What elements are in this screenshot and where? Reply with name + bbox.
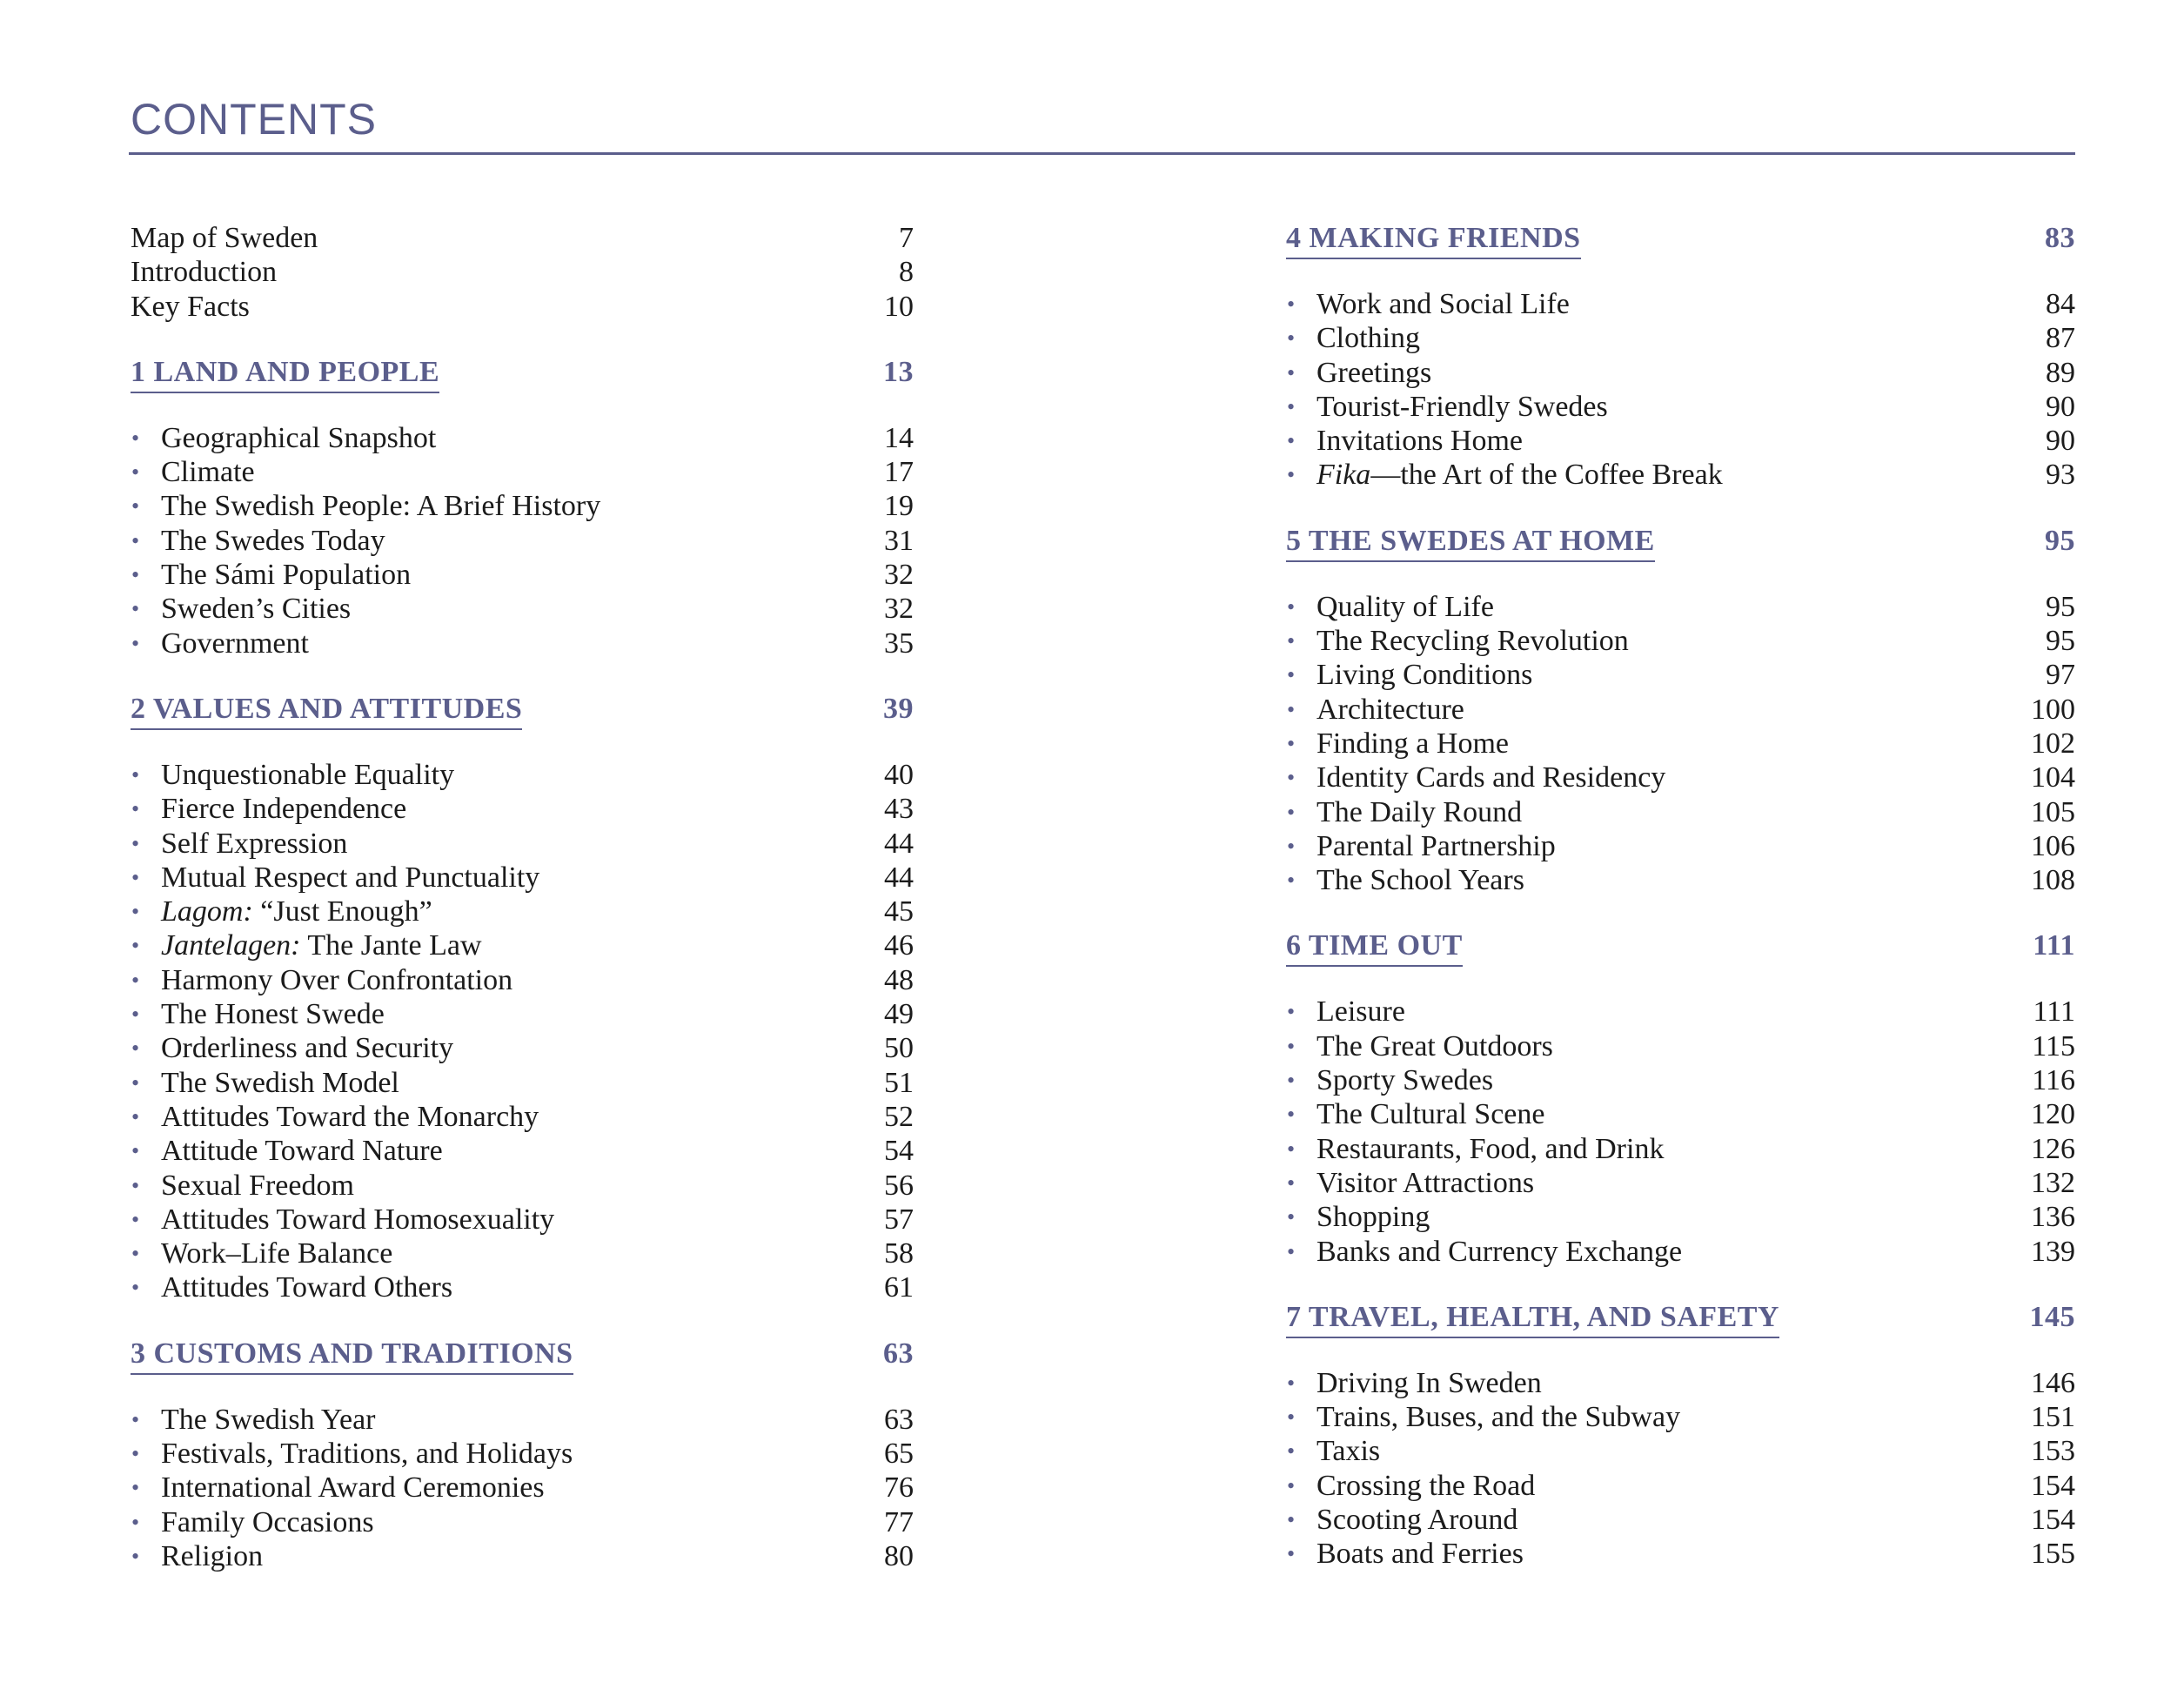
entry-title (1286, 727, 1509, 762)
entry-title-text: • Mutual Respect and Punctuality (161, 861, 540, 894)
toc-entry[interactable] (131, 1169, 914, 1203)
toc-entry[interactable] (131, 1437, 914, 1471)
entry-title-text: • Self Expression (161, 827, 348, 860)
section-title: 3 CUSTOMS AND TRADITIONS (131, 1337, 573, 1375)
toc-entry[interactable] (131, 758, 914, 792)
entry-title-text: • Living Conditions (1316, 659, 1533, 692)
entry-title (131, 1403, 375, 1438)
section-heading[interactable] (1286, 221, 2075, 258)
section-page-number: 111 (2033, 929, 2075, 962)
entry-title (1286, 287, 1570, 323)
entry-page-number: 40 (884, 758, 914, 791)
toc-entry[interactable] (131, 1471, 914, 1505)
section-heading[interactable] (1286, 524, 2075, 560)
entry-title (1286, 1366, 1542, 1402)
entry-title-text: • Restaurants, Food, and Drink (1316, 1132, 1665, 1165)
entry-title (131, 1437, 573, 1472)
entry-title-text: The Jante Law (300, 929, 482, 962)
entry-title (131, 895, 432, 930)
toc-entry[interactable] (131, 1403, 914, 1437)
entry-page-number: 10 (884, 290, 914, 323)
entry-page-number: 87 (2046, 322, 2075, 355)
entry-page-number: 93 (2046, 459, 2075, 492)
section-heading[interactable] (1286, 928, 2075, 965)
entry-page-number: 43 (884, 793, 914, 826)
toc-entry[interactable] (131, 455, 914, 489)
entry-page-number: 100 (2031, 693, 2075, 726)
entry-page-number: 95 (2046, 625, 2075, 658)
entry-title-text: • Greetings (1316, 356, 1432, 389)
entry-title-text: • Geographical Snapshot (161, 421, 437, 454)
entry-title-italic: • Lagom: (161, 895, 253, 928)
toc-entry[interactable] (131, 963, 914, 997)
entry-title-text: • Fierce Independence (161, 793, 407, 826)
toc-entry[interactable] (131, 1270, 914, 1304)
toc-entry[interactable] (1286, 356, 2075, 390)
entry-title-text: —the Art of the Coffee Break (1370, 459, 1723, 492)
toc-entry[interactable] (131, 1134, 914, 1168)
entry-title-text: • Boats and Ferries (1316, 1538, 1524, 1571)
entry-title (131, 627, 309, 662)
entry-title (1286, 1469, 1535, 1505)
entry-title-text: • Sexual Freedom (161, 1169, 354, 1202)
section-title: 7 TRAVEL, HEALTH, AND SAFETY (1286, 1300, 1779, 1338)
entry-title-text: • Quality of Life (1316, 590, 1494, 623)
section-heading[interactable] (131, 355, 914, 392)
entry-title (1286, 1400, 1680, 1436)
entry-title-text: • Leisure (1316, 995, 1405, 1029)
toc-entry[interactable] (1286, 287, 2075, 321)
entry-title-text: Introduction (131, 256, 278, 289)
section-page-number: 13 (883, 355, 914, 388)
entry-page-number: 115 (2032, 1029, 2075, 1062)
toc-entry[interactable] (1286, 1503, 2075, 1537)
entry-title-text: • Attitudes Toward Homosexuality (161, 1203, 555, 1236)
entry-title-text: Key Facts (131, 290, 250, 323)
entry-title-text: • The Swedish Year (161, 1403, 376, 1436)
section-title: 2 VALUES AND ATTITUDES (131, 692, 522, 730)
toc-entry[interactable] (1286, 1132, 2075, 1166)
entry-title (1286, 761, 1665, 796)
entry-page-number: 49 (884, 998, 914, 1031)
entry-title (131, 1031, 453, 1067)
entry-title (1286, 1200, 1430, 1236)
entry-title (1286, 1503, 1517, 1538)
entry-page-number: 154 (2031, 1469, 2075, 1502)
entry-page-number: 48 (884, 963, 914, 996)
entry-title-text: “Just Enough” (252, 895, 432, 928)
entry-title-text: • Identity Cards and Residency (1316, 761, 1666, 794)
toc-entry[interactable] (131, 592, 914, 626)
entry-title (131, 524, 385, 560)
entry-title-text: • Trains, Buses, and the Subway (1316, 1401, 1681, 1434)
entry-title (131, 290, 250, 324)
toc-entry[interactable] (131, 558, 914, 592)
entry-page-number: 104 (2031, 761, 2075, 794)
toc-entry[interactable] (131, 792, 914, 826)
entry-page-number: 136 (2031, 1201, 2075, 1234)
entry-page-number: 76 (884, 1471, 914, 1505)
entry-page-number: 97 (2046, 659, 2075, 692)
entry-page-number: 44 (884, 861, 914, 894)
entry-title-text: • Orderliness and Security (161, 1032, 454, 1065)
entry-title (131, 1471, 545, 1506)
entry-title (1286, 1063, 1493, 1099)
entry-page-number: 116 (2032, 1064, 2075, 1097)
toc-entry[interactable] (131, 1505, 914, 1539)
entry-title (1286, 658, 1532, 694)
entry-page-number: 77 (884, 1505, 914, 1538)
toc-column-right (1286, 221, 2075, 1572)
toc-entry[interactable] (131, 627, 914, 660)
entry-title (1286, 863, 1524, 899)
section-heading[interactable] (131, 692, 914, 728)
entry-title-text: • Sweden’s Cities (161, 593, 352, 626)
entry-title-text: • The Swedish Model (161, 1066, 399, 1099)
entry-page-number: 54 (884, 1135, 914, 1168)
toc-entry[interactable] (1286, 1200, 2075, 1234)
entry-page-number: 17 (884, 456, 914, 489)
entry-title-text: • Driving In Sweden (1316, 1366, 1542, 1399)
toc-entry[interactable] (1286, 1537, 2075, 1571)
entry-page-number: 80 (884, 1539, 914, 1572)
entry-title (131, 221, 318, 255)
section-title: 1 LAND AND PEOPLE (131, 355, 439, 393)
toc-column-left (131, 221, 914, 1573)
entry-page-number: 139 (2031, 1235, 2075, 1268)
toc-entry[interactable] (1286, 390, 2075, 424)
entry-page-number: 35 (884, 627, 914, 660)
entry-page-number: 120 (2031, 1098, 2075, 1131)
entry-title (131, 1505, 374, 1541)
entry-page-number: 19 (884, 490, 914, 523)
entry-title-text: • Finding a Home (1316, 727, 1509, 760)
entry-page-number: 58 (884, 1237, 914, 1270)
toc-entry[interactable] (1286, 829, 2075, 863)
toc-entry[interactable] (1286, 995, 2075, 1029)
entry-title-text: • Architecture (1316, 693, 1464, 726)
entry-title (1286, 424, 1523, 459)
entry-page-number: 45 (884, 895, 914, 928)
toc-entry[interactable] (1286, 1434, 2075, 1468)
toc-entry[interactable] (1286, 693, 2075, 727)
entry-title-text: • Work and Social Life (1316, 288, 1570, 320)
entry-title-text: • The Great Outdoors (1316, 1029, 1553, 1062)
entry-title (131, 1066, 399, 1102)
entry-title (1286, 693, 1464, 728)
section-heading[interactable] (1286, 1300, 2075, 1337)
entry-title-text: • The Swedes Today (161, 524, 385, 557)
entry-title (1286, 1029, 1553, 1065)
entry-page-number: 153 (2031, 1435, 2075, 1468)
entry-title-text: Map of Sweden (131, 222, 318, 254)
entry-title-text: • Religion (161, 1539, 264, 1572)
toc-entry[interactable] (1286, 761, 2075, 794)
entry-page-number: 50 (884, 1032, 914, 1065)
entry-title (1286, 624, 1629, 660)
entry-title-text: • Climate (161, 456, 255, 489)
entry-page-number: 31 (884, 524, 914, 557)
entry-title (131, 1169, 354, 1204)
toc-entry[interactable] (131, 827, 914, 861)
toc-entry[interactable] (131, 895, 914, 928)
toc-entry[interactable] (1286, 658, 2075, 692)
entry-title-text: • Harmony Over Confrontation (161, 963, 513, 996)
entry-title (131, 1203, 554, 1238)
entry-title-text: • Work–Life Balance (161, 1237, 393, 1270)
entry-page-number: 105 (2031, 795, 2075, 828)
section-page-number: 95 (2045, 524, 2075, 557)
entry-page-number: 155 (2031, 1538, 2075, 1571)
toc-entry[interactable] (1286, 1400, 2075, 1434)
entry-title (1286, 356, 1431, 392)
entry-title-text: • Sporty Swedes (1316, 1064, 1494, 1097)
entry-title-text: • The Swedish People: A Brief History (161, 490, 601, 523)
entry-page-number: 154 (2031, 1504, 2075, 1537)
entry-page-number: 7 (899, 222, 914, 254)
entry-title (131, 827, 347, 862)
entry-page-number: 14 (884, 421, 914, 454)
entry-title-text: • Family Occasions (161, 1505, 374, 1538)
section-title: 4 MAKING FRIENDS (1286, 221, 1581, 259)
entry-title (131, 421, 436, 457)
toc-entry[interactable] (1286, 727, 2075, 761)
entry-title (1286, 1537, 1524, 1572)
toc-entry[interactable] (131, 1203, 914, 1237)
entry-title-text: • Banks and Currency Exchange (1316, 1235, 1683, 1268)
section-page-number: 83 (2045, 222, 2075, 254)
toc-entry[interactable] (1286, 624, 2075, 658)
entry-title (131, 963, 513, 999)
toc-entry[interactable] (131, 421, 914, 455)
entry-title-text: • The Daily Round (1316, 795, 1523, 828)
toc-entry[interactable] (1286, 1029, 2075, 1063)
entry-page-number: 8 (899, 256, 914, 289)
entry-title (131, 1134, 443, 1170)
toc-entry[interactable] (131, 1031, 914, 1065)
toc-entry[interactable] (131, 1066, 914, 1100)
entry-title (1286, 1434, 1380, 1470)
entry-title (131, 255, 277, 289)
section-title: 6 TIME OUT (1286, 928, 1463, 967)
entry-title-text: • Attitude Toward Nature (161, 1135, 443, 1168)
entry-title (131, 1539, 263, 1575)
section-page-number: 145 (2029, 1300, 2075, 1333)
toc-entry[interactable] (1286, 1469, 2075, 1503)
toc-entry[interactable] (1286, 458, 2075, 492)
entry-title (131, 489, 600, 525)
toc-entry[interactable] (1286, 795, 2075, 829)
entry-page-number: 56 (884, 1169, 914, 1202)
entry-title-text: • The Recycling Revolution (1316, 625, 1629, 658)
entry-title (1286, 1097, 1544, 1133)
entry-title (131, 1270, 452, 1306)
toc-entry[interactable] (131, 290, 914, 324)
entry-title-text: • Government (161, 627, 309, 660)
entry-title-text: • Attitudes Toward Others (161, 1271, 453, 1304)
entry-title (131, 861, 539, 896)
entry-page-number: 108 (2031, 864, 2075, 897)
toc-entry[interactable] (131, 997, 914, 1031)
entry-page-number: 111 (2033, 995, 2075, 1029)
toc-entry[interactable] (131, 489, 914, 523)
toc-entry[interactable] (1286, 1235, 2075, 1269)
toc-entry[interactable] (131, 524, 914, 558)
entry-page-number: 84 (2046, 288, 2075, 320)
entry-title (1286, 795, 1522, 831)
toc-entry[interactable] (1286, 1097, 2075, 1131)
entry-title (131, 455, 255, 491)
entry-page-number: 44 (884, 827, 914, 860)
entry-page-number: 102 (2031, 727, 2075, 760)
entry-page-number: 57 (884, 1203, 914, 1236)
toc-entry[interactable] (131, 1100, 914, 1134)
section-heading[interactable] (131, 1337, 914, 1373)
entry-title-text: • The Honest Swede (161, 998, 385, 1031)
entry-title-text: • Taxis (1316, 1435, 1381, 1468)
toc-entry[interactable] (1286, 1366, 2075, 1400)
entry-title (1286, 1235, 1682, 1270)
entry-page-number: 89 (2046, 356, 2075, 389)
entry-title-text: • The School Years (1316, 864, 1524, 897)
entry-title (131, 928, 482, 964)
entry-page-number: 106 (2031, 829, 2075, 862)
entry-title-text: • Crossing the Road (1316, 1469, 1536, 1502)
section-page-number: 63 (883, 1337, 914, 1370)
toc-entry[interactable] (1286, 1063, 2075, 1097)
entry-title (1286, 995, 1405, 1030)
entry-title-text: • The Sámi Population (161, 559, 412, 592)
section-page-number: 39 (883, 692, 914, 725)
entry-page-number: 146 (2031, 1366, 2075, 1399)
entry-title (131, 758, 454, 794)
entry-title-text: • Visitor Attractions (1316, 1166, 1535, 1199)
entry-page-number: 32 (884, 559, 914, 592)
entry-title (131, 592, 351, 627)
entry-title-text: • Scooting Around (1316, 1504, 1518, 1537)
entry-title (131, 792, 406, 828)
entry-title-text: • Invitations Home (1316, 425, 1524, 458)
entry-page-number: 151 (2031, 1401, 2075, 1434)
entry-title (1286, 1132, 1664, 1168)
entry-title (1286, 1166, 1534, 1202)
entry-page-number: 132 (2031, 1166, 2075, 1199)
entry-title-italic: • Fika (1316, 459, 1371, 492)
entry-title-text: • The Cultural Scene (1316, 1098, 1545, 1131)
entry-title (131, 1237, 392, 1272)
entry-page-number: 95 (2046, 590, 2075, 623)
entry-page-number: 51 (884, 1066, 914, 1099)
entry-title-text: • Parental Partnership (1316, 829, 1556, 862)
toc-entry[interactable] (1286, 424, 2075, 458)
section-title: 5 THE SWEDES AT HOME (1286, 524, 1655, 562)
entry-title (1286, 590, 1494, 626)
toc-entry[interactable] (131, 221, 914, 255)
toc-entry[interactable] (131, 1539, 914, 1573)
entry-page-number: 46 (884, 929, 914, 962)
entry-title-text: • Shopping (1316, 1201, 1430, 1234)
page-title: CONTENTS (131, 95, 377, 144)
entry-title-text: • Attitudes Toward the Monarchy (161, 1100, 539, 1133)
entry-title (131, 558, 411, 593)
entry-page-number: 52 (884, 1100, 914, 1133)
entry-title-italic: • Jantelagen: (161, 929, 301, 962)
entry-title (1286, 829, 1556, 865)
entry-title-text: • Clothing (1316, 322, 1421, 355)
entry-page-number: 90 (2046, 390, 2075, 423)
entry-title-text: • Unquestionable Equality (161, 758, 455, 791)
entry-page-number: 90 (2046, 425, 2075, 458)
toc-entry[interactable] (131, 1237, 914, 1270)
entry-title (131, 997, 385, 1033)
entry-page-number: 32 (884, 593, 914, 626)
entry-page-number: 126 (2031, 1132, 2075, 1165)
toc-entry[interactable] (1286, 1166, 2075, 1200)
entry-page-number: 65 (884, 1438, 914, 1471)
toc-entry[interactable] (131, 255, 914, 289)
toc-entry[interactable] (1286, 321, 2075, 355)
toc-entry[interactable] (131, 861, 914, 895)
entry-title (131, 1100, 539, 1136)
entry-page-number: 61 (884, 1271, 914, 1304)
title-divider (129, 152, 2075, 155)
entry-title-text: • Tourist-Friendly Swedes (1316, 390, 1608, 423)
toc-entry[interactable] (131, 928, 914, 962)
entry-title (1286, 321, 1420, 357)
toc-entry[interactable] (1286, 863, 2075, 897)
entry-page-number: 63 (884, 1403, 914, 1436)
toc-entry[interactable] (1286, 590, 2075, 624)
entry-title-text: • International Award Ceremonies (161, 1471, 545, 1505)
entry-title (1286, 390, 1608, 426)
entry-title (1286, 458, 1723, 493)
entry-title-text: • Festivals, Traditions, and Holidays (161, 1438, 573, 1471)
